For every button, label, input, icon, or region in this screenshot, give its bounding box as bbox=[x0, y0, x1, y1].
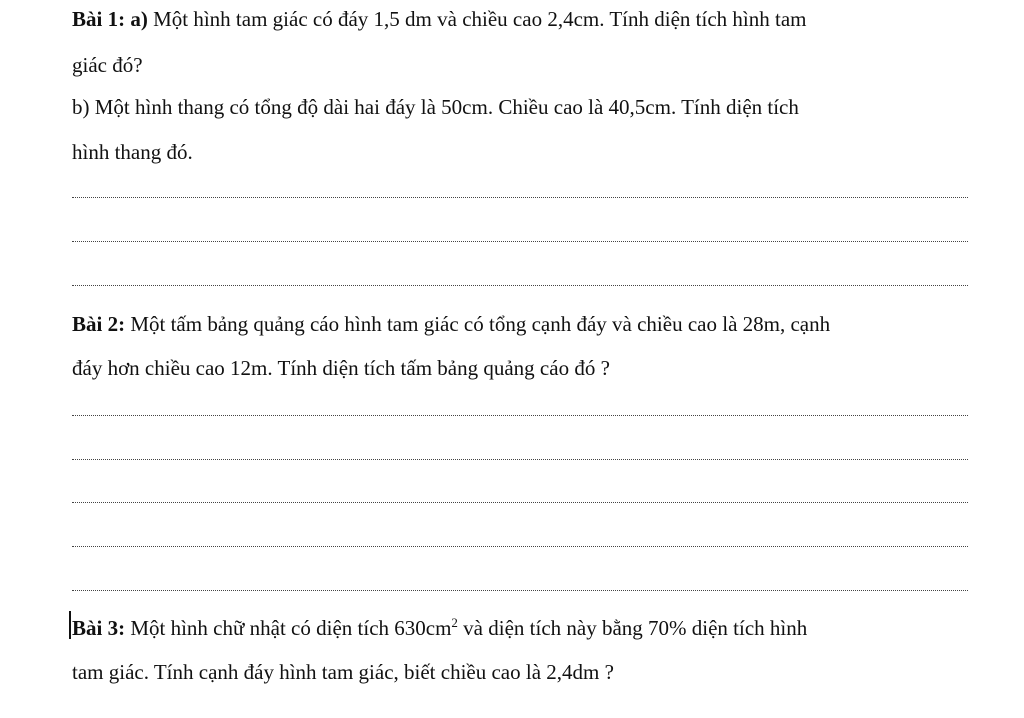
exercise3-text-before: Một hình chữ nhật có diện tích 630cm bbox=[130, 616, 452, 640]
exercise2-label: Bài 2: bbox=[72, 312, 126, 336]
exercise1-label: Bài 1: bbox=[72, 7, 126, 31]
answer-line-8[interactable] bbox=[72, 590, 968, 591]
text-cursor bbox=[69, 611, 71, 639]
exercise1-part-a-text: Một hình tam giác có đáy 1,5 dm và chiều cao 2,4cm. Tính diện tích hình tam bbox=[153, 7, 807, 31]
exercise2-line1 bbox=[72, 312, 830, 336]
exercise1-part-a-label: a) bbox=[130, 7, 148, 31]
answer-line-3[interactable] bbox=[72, 285, 968, 286]
exercise2-text: Một tấm bảng quảng cáo hình tam giác có tổng cạnh đáy và chiều cao là 28m, cạnh bbox=[130, 312, 831, 336]
answer-line-6[interactable] bbox=[72, 502, 968, 503]
exercise1-part-b-line1: b) Một hình thang có tổng độ dài hai đáy là 50cm. Chiều cao là 40,5cm. Tính diện tích bbox=[72, 95, 799, 119]
answer-line-7[interactable] bbox=[72, 546, 968, 547]
exercise1-part-b-line2: hình thang đó. bbox=[72, 140, 193, 164]
answer-line-2[interactable] bbox=[72, 241, 968, 242]
exercise1-line2: giác đó? bbox=[72, 53, 143, 77]
exercise3-line1 bbox=[72, 616, 807, 640]
exercise3-label: Bài 3: bbox=[72, 616, 126, 640]
answer-line-4[interactable] bbox=[72, 415, 968, 416]
exercise3-line2: tam giác. Tính cạnh đáy hình tam giác, biết chiều cao là 2,4dm ? bbox=[72, 660, 614, 684]
answer-line-1[interactable] bbox=[72, 197, 968, 198]
answer-line-5[interactable] bbox=[72, 459, 968, 460]
exercise3-superscript: 2 bbox=[451, 615, 458, 630]
exercise2-line2: đáy hơn chiều cao 12m. Tính diện tích tấm bảng quảng cáo đó ? bbox=[72, 356, 610, 380]
exercise1-line1 bbox=[72, 7, 806, 31]
exercise3-text-after: và diện tích này bằng 70% diện tích hình bbox=[457, 616, 808, 640]
